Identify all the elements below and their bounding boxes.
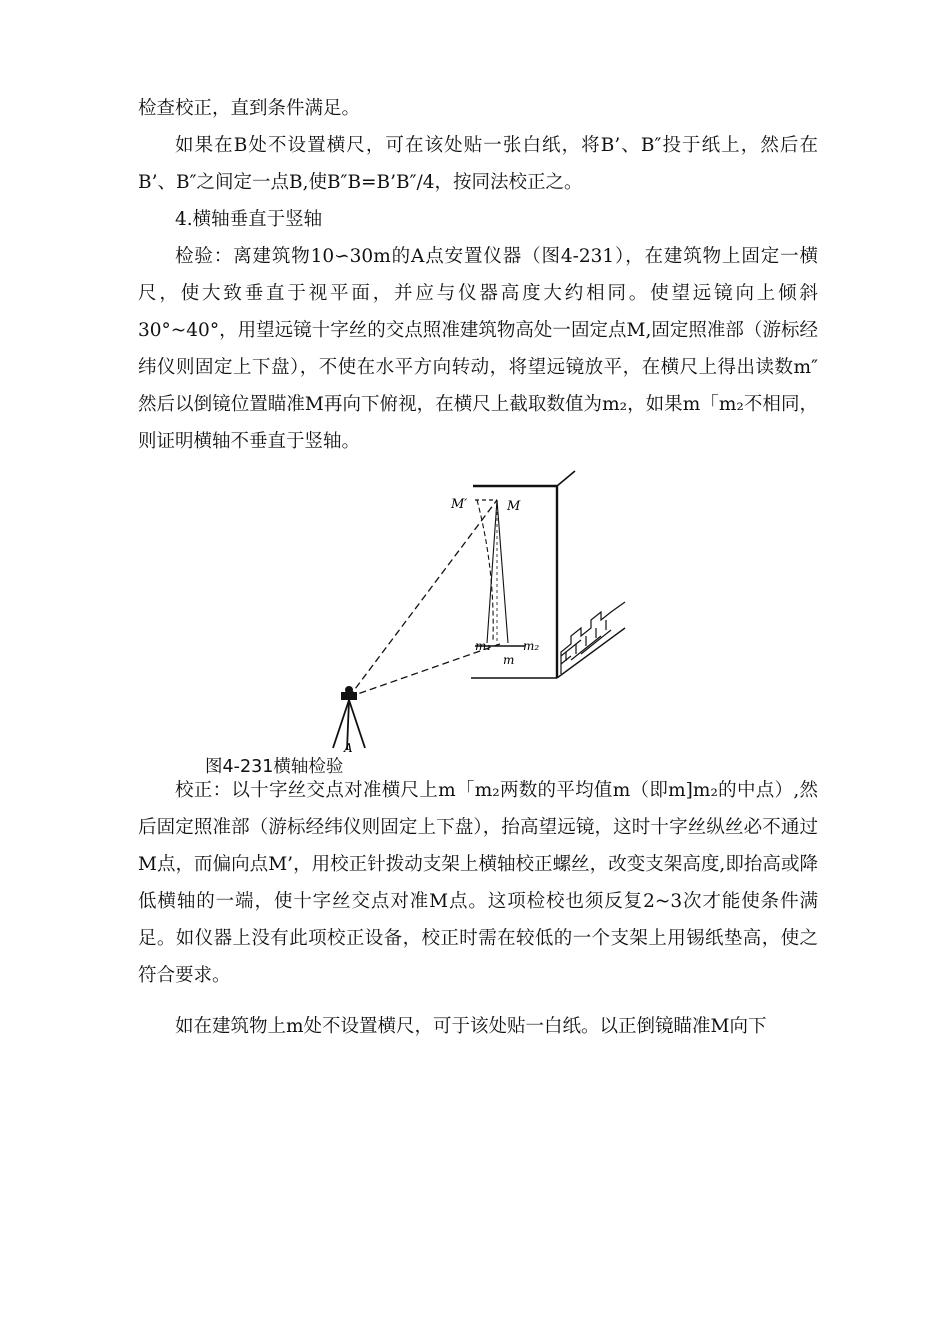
- figure-horizontal-axis-check: [325, 468, 635, 754]
- figure-diagram: [325, 468, 635, 754]
- paragraph-no-ruler: 如在建筑物上m处不设置横尺，可于该处贴一白纸。以正倒镜瞄准M向下: [175, 1016, 767, 1037]
- plumb-line-left: [487, 500, 497, 643]
- label-a: A: [344, 741, 353, 754]
- figure-caption: 图4-231横轴检验: [205, 757, 344, 777]
- plumb-line-right: [497, 500, 508, 643]
- wall-ground-line: [557, 628, 625, 678]
- paragraph-continuation: 检查校正，直到条件满足。: [138, 98, 361, 119]
- label-m1: m₁: [475, 639, 492, 653]
- brick-wall: [561, 602, 625, 674]
- sight-line-upper: [349, 500, 497, 697]
- paragraph-inspection: 检验：离建筑物10∽30m的A点安置仪器（图4-231），在建筑物上固定一横尺，使大致垂直于视平面，并应与仪器高度大约相同。使望远镜向上倾斜30°~40°，用望远镜十字丝的交点照准建筑物高处一固定点M,固定照准部（游标经纬仪则固定上下盘），不使在水平方向转动，将望远镜放平，在横尺上得出读数m″然后以倒镜位置瞄准M再向下俯视，在横尺上截取数值为m₂，如果m「m₂不相同，则证明横轴不垂直于竖轴。: [138, 246, 818, 452]
- section-heading-horizontal-axis: 4.横轴垂直于竖轴: [175, 209, 323, 230]
- paragraph-correction: 校正：以十字丝交点对准横尺上m「m₂两数的平均值m（即m]m₂的中点）,然后固定照准部（游标经纬仪则固定上下盘），抬高望远镜，这时十字丝纵丝必不通过M点，而偏向点M’，用校正针拨动支架上横轴校正螺丝，改变支架高度,即抬高或降低横轴的一端，使十字丝交点对准M点。这项检校也须反复2~3次才能使条件满足。如仪器上没有此项校正设备，校正时需在较低的一个支架上用锡纸垫高，使之符合要求。: [138, 780, 818, 986]
- text-block-top: [138, 90, 818, 460]
- m-prime-arc: [477, 500, 493, 640]
- label-m-top: M: [507, 499, 521, 514]
- label-m: m: [503, 653, 515, 667]
- label-m2: m₂: [523, 639, 540, 653]
- paragraph-white-paper-method: 如果在B处不设置横尺，可在该处贴一张白纸，将B’、B″投于纸上，然后在B’、B″之间定一点B,使B″B=B’B″/4，按同法校正之。: [138, 135, 818, 193]
- text-block-correction: [138, 772, 818, 994]
- text-block-bottom: [138, 1008, 818, 1045]
- wall-top-depth: [557, 471, 575, 486]
- label-m-prime: M′: [451, 497, 468, 512]
